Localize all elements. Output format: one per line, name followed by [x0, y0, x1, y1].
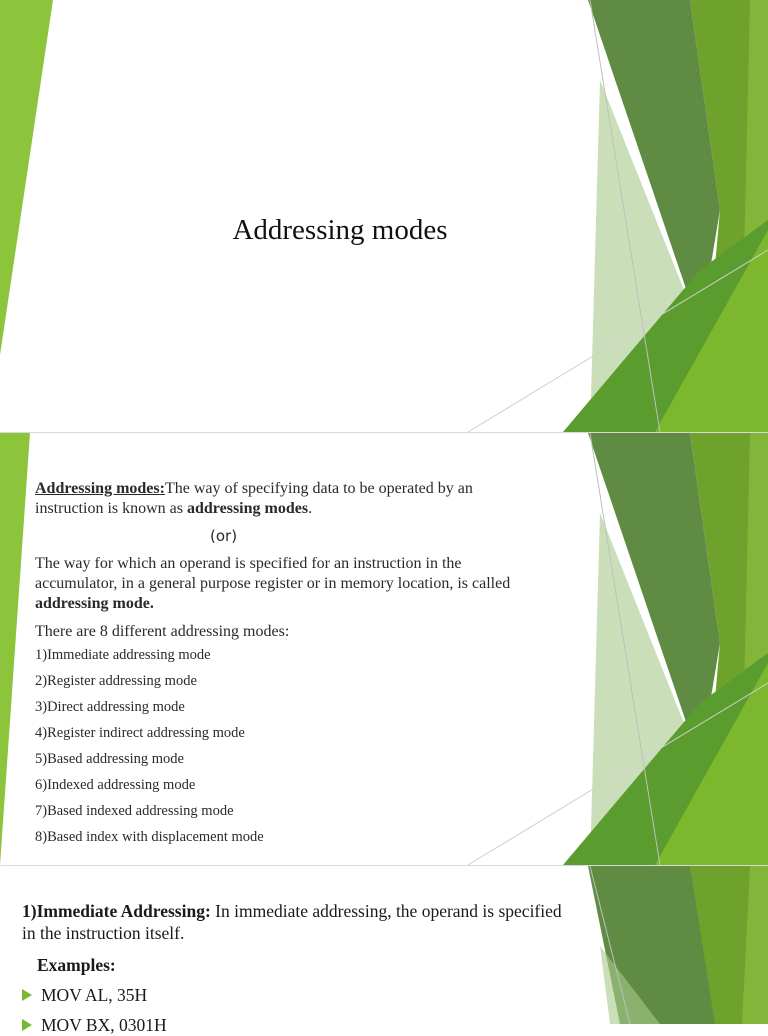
list-item: 4)Register indirect addressing mode: [35, 725, 245, 741]
list-item: 8)Based index with displacement mode: [35, 829, 264, 845]
slide-definition: [0, 433, 768, 865]
list-item: 6)Indexed addressing mode: [35, 777, 196, 793]
immediate-text: In immediate addressing, the operand is specified in the instruction itself.: [22, 901, 562, 943]
slide-title: [0, 0, 768, 432]
example-item: [22, 984, 562, 1006]
example-item: [22, 1014, 562, 1036]
alt-definition-bold: addressing mode.: [35, 595, 154, 612]
alt-definition-text: The way for which an operand is specified for an instruction in the accumulator, in a general purpose register or in memory location, is called: [35, 555, 511, 592]
slide-immediate: [0, 866, 768, 1035]
triangle-bullet-icon: [22, 989, 32, 1001]
alt-definition-paragraph: [35, 554, 535, 614]
definition-paragraph: [35, 479, 535, 519]
examples-label: Examples:: [37, 955, 116, 975]
immediate-heading: 1)Immediate Addressing:: [22, 901, 211, 921]
definition-end: .: [308, 500, 313, 517]
slide-title-text: Addressing modes: [232, 214, 448, 246]
list-item: 7)Based indexed addressing mode: [35, 803, 234, 819]
example-text: MOV AL, 35H: [41, 985, 148, 1005]
immediate-body: [22, 900, 562, 1036]
list-item: 2)Register addressing mode: [35, 673, 197, 689]
example-text: MOV BX, 0301H: [41, 1015, 167, 1035]
modes-list: [35, 642, 535, 850]
definition-text: The way of specifying data to be operated by an instruction is known as: [35, 480, 473, 517]
immediate-paragraph: [22, 900, 562, 944]
definition-term: Addressing modes: [35, 480, 160, 497]
definition-bold: addressing modes: [187, 500, 309, 517]
triangle-bullet-icon: [22, 1019, 32, 1031]
definition-colon: :: [159, 480, 165, 497]
list-item: 1)Immediate addressing mode: [35, 647, 211, 663]
or-separator: (or): [210, 527, 238, 545]
modes-intro: There are 8 different addressing modes:: [35, 623, 290, 640]
definition-body: [35, 479, 535, 850]
list-item: 3)Direct addressing mode: [35, 699, 185, 715]
list-item: 5)Based addressing mode: [35, 751, 184, 767]
